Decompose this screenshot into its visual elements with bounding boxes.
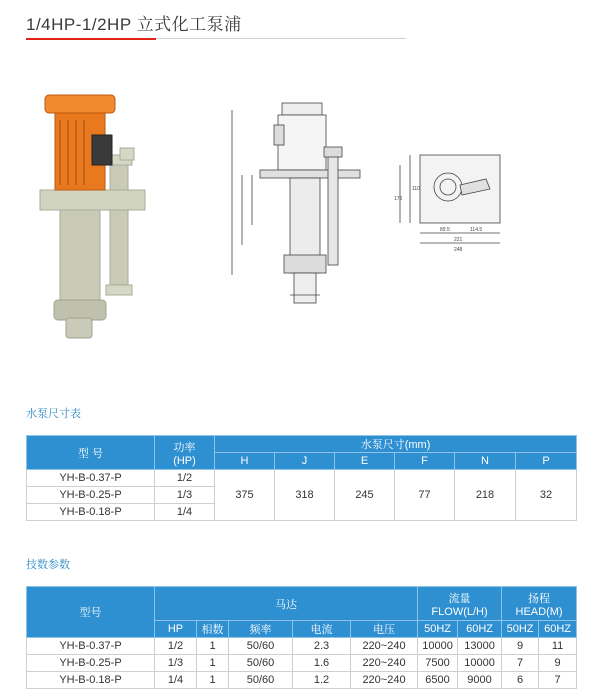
table-row	[27, 470, 577, 487]
tech-table	[26, 586, 577, 689]
tech-cell-current: 1.2	[293, 672, 351, 689]
tech-cell-head50: 6	[502, 672, 539, 689]
tech-cell-current: 2.3	[293, 638, 351, 655]
dims-section-label: 水泵尺寸表	[26, 408, 81, 420]
dims-value-H: 375	[215, 470, 275, 521]
tech-cell-flow50: 7500	[418, 655, 458, 672]
tech-cell-head60: 9	[539, 655, 577, 672]
tech-col-head50: 50HZ	[502, 621, 539, 638]
tech-cell-hp: 1/3	[155, 655, 197, 672]
pump-front-drawing	[220, 95, 370, 315]
dims-value-F: 77	[395, 470, 455, 521]
dims-col-N: N	[455, 453, 516, 470]
tech-cell-phase: 1	[197, 655, 229, 672]
title-underline	[156, 38, 406, 39]
tech-cell-model: YH-B-0.18-P	[27, 672, 155, 689]
top-dim-1: 89.5	[440, 227, 450, 233]
tech-cell-head50: 9	[502, 638, 539, 655]
top-dim-3: 221	[454, 237, 463, 243]
tech-header-motor: 马达	[155, 587, 418, 621]
tech-header-model: 型号	[27, 587, 155, 638]
dims-row-model: YH-B-0.18-P	[27, 504, 155, 521]
dims-value-P: 32	[516, 470, 577, 521]
dims-row-model: YH-B-0.37-P	[27, 470, 155, 487]
dims-row-model: YH-B-0.25-P	[27, 487, 155, 504]
dims-row-power: 1/4	[155, 504, 215, 521]
dims-col-H: H	[215, 453, 275, 470]
dims-col-J: J	[275, 453, 335, 470]
table-row	[27, 638, 577, 655]
top-dim-6: 172	[394, 196, 403, 202]
tech-cell-flow60: 13000	[458, 638, 502, 655]
dims-value-E: 245	[335, 470, 395, 521]
dims-value-J: 318	[275, 470, 335, 521]
top-dim-5: 110	[412, 186, 420, 192]
tech-header-flow: 流量 FLOW(L/H)	[418, 587, 502, 621]
dims-row-power: 1/2	[155, 470, 215, 487]
tech-cell-voltage: 220~240	[351, 672, 418, 689]
tech-cell-voltage: 220~240	[351, 638, 418, 655]
tech-cell-head60: 7	[539, 672, 577, 689]
title-underline-accent	[26, 38, 156, 40]
tech-section-label: 技数参数	[26, 559, 70, 571]
dims-col-E: E	[335, 453, 395, 470]
tech-cell-current: 1.6	[293, 655, 351, 672]
tech-cell-freq: 50/60	[229, 638, 293, 655]
page-title: 1/4HP-1/2HP 立式化工泵浦	[26, 15, 242, 34]
tech-col-freq: 频率	[229, 621, 293, 638]
tech-cell-voltage: 220~240	[351, 655, 418, 672]
top-dim-4: 248	[454, 247, 463, 253]
table-row	[27, 672, 577, 689]
dims-row-power: 1/3	[155, 487, 215, 504]
tech-col-phase: 相数	[197, 621, 229, 638]
tech-cell-hp: 1/2	[155, 638, 197, 655]
tech-cell-model: YH-B-0.37-P	[27, 638, 155, 655]
tech-cell-head60: 11	[539, 638, 577, 655]
tech-header-head: 扬程 HEAD(M)	[502, 587, 577, 621]
tech-cell-flow60: 10000	[458, 655, 502, 672]
tech-col-flow60: 60HZ	[458, 621, 502, 638]
dims-header-power: 功率 (HP)	[155, 436, 215, 470]
tech-cell-flow50: 6500	[418, 672, 458, 689]
dims-header-model: 型 号	[27, 436, 155, 470]
tech-cell-flow60: 9000	[458, 672, 502, 689]
dims-table	[26, 435, 577, 521]
tech-col-head60: 60HZ	[539, 621, 577, 638]
tech-cell-freq: 50/60	[229, 672, 293, 689]
dims-col-F: F	[395, 453, 455, 470]
pump-top-drawing	[390, 145, 510, 260]
tech-cell-head50: 7	[502, 655, 539, 672]
tech-cell-hp: 1/4	[155, 672, 197, 689]
tech-col-current: 电流	[293, 621, 351, 638]
tech-col-flow50: 50HZ	[418, 621, 458, 638]
dims-col-P: P	[516, 453, 577, 470]
table-row	[27, 655, 577, 672]
tech-col-hp: HP	[155, 621, 197, 638]
tech-cell-model: YH-B-0.25-P	[27, 655, 155, 672]
tech-cell-freq: 50/60	[229, 655, 293, 672]
tech-cell-phase: 1	[197, 638, 229, 655]
tech-cell-flow50: 10000	[418, 638, 458, 655]
dims-header-size: 水泵尺寸(mm)	[215, 436, 577, 453]
top-dim-2: 114.5	[470, 227, 483, 233]
tech-col-voltage: 电压	[351, 621, 418, 638]
pump-photo	[30, 60, 180, 360]
tech-cell-phase: 1	[197, 672, 229, 689]
dims-value-N: 218	[455, 470, 516, 521]
